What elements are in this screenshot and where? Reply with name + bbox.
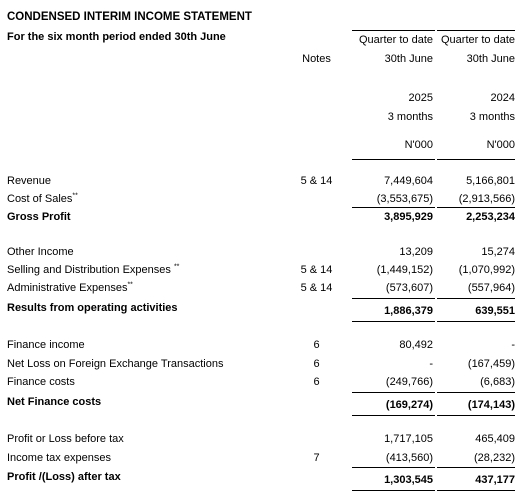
row-previous-profit-before-tax: 465,409 (475, 433, 515, 445)
col-notes-header: Notes (302, 53, 331, 65)
rule-after-tax-current (352, 467, 435, 468)
row-current-revenue: 7,449,604 (384, 175, 433, 187)
row-label-fx-loss: Net Loss on Foreign Exchange Transactions (7, 358, 224, 370)
header-rule-current (352, 30, 435, 31)
row-note-administrative: 5 & 14 (300, 282, 333, 294)
row-note-selling-distribution: 5 & 14 (300, 264, 333, 276)
col-current-unit: N'000 (404, 139, 433, 151)
row-previous-profit-after-tax: 437,177 (475, 474, 515, 486)
row-label-revenue: Revenue (7, 175, 52, 187)
row-label-other-income: Other Income (7, 246, 74, 258)
rule-final-current (352, 490, 435, 491)
col-previous-unit: N'000 (486, 139, 515, 151)
row-previous-revenue: 5,166,801 (466, 175, 515, 187)
row-label-administrative: Administrative Expenses** (7, 281, 133, 294)
row-current-fx-loss: - (429, 358, 433, 370)
rule-operating-bottom-previous (437, 321, 515, 322)
row-previous-finance-income: - (511, 339, 515, 351)
row-label-finance-income: Finance income (7, 339, 85, 351)
unit-rule-current (352, 159, 435, 160)
row-label-net-finance-costs: Net Finance costs (7, 396, 102, 408)
row-note-fx-loss: 6 (313, 358, 320, 370)
row-current-income-tax: (413,560) (385, 452, 433, 464)
row-label-profit-after-tax: Profit /(Loss) after tax (7, 471, 121, 483)
rule-operating-previous (437, 298, 515, 299)
rule-gross-current (352, 207, 435, 208)
row-label-finance-costs: Finance costs (7, 376, 75, 388)
statement-subtitle: For the six month period ended 30th June (7, 31, 226, 43)
row-label-cost-of-sales: Cost of Sales** (7, 192, 78, 205)
row-previous-fx-loss: (167,459) (467, 358, 515, 370)
rule-net-finance-current (352, 392, 435, 393)
row-note-finance-income: 6 (313, 339, 320, 351)
row-note-income-tax: 7 (313, 452, 320, 464)
col-current-line1: Quarter to date (359, 34, 433, 46)
row-current-operating-results: 1,886,379 (384, 305, 433, 317)
row-note-revenue: 5 & 14 (300, 175, 333, 187)
row-previous-administrative: (557,964) (467, 282, 515, 294)
col-previous-period: 3 months (469, 111, 515, 123)
rule-operating-bottom-current (352, 321, 435, 322)
col-current-period: 3 months (387, 111, 433, 123)
col-previous-line1: Quarter to date (441, 34, 515, 46)
row-previous-net-finance-costs: (174,143) (467, 399, 515, 411)
row-previous-gross-profit: 2,253,234 (466, 211, 515, 223)
rule-net-finance-previous (437, 392, 515, 393)
row-label-operating-results: Results from operating activities (7, 302, 178, 314)
col-current-line2: 30th June (384, 53, 433, 65)
row-previous-finance-costs: (6,683) (480, 376, 515, 388)
row-current-net-finance-costs: (169,274) (385, 399, 433, 411)
row-current-finance-costs: (249,766) (385, 376, 433, 388)
rule-operating-current (352, 298, 435, 299)
col-current-year: 2025 (408, 92, 433, 104)
row-previous-income-tax: (28,232) (474, 452, 515, 464)
row-current-gross-profit: 3,895,929 (384, 211, 433, 223)
row-label-gross-profit: Gross Profit (7, 211, 71, 223)
header-rule-previous (437, 30, 515, 31)
row-previous-cost-of-sales: (2,913,566) (458, 193, 515, 205)
row-current-cost-of-sales: (3,553,675) (376, 193, 433, 205)
row-previous-selling-distribution: (1,070,992) (458, 264, 515, 276)
row-note-finance-costs: 6 (313, 376, 320, 388)
row-current-selling-distribution: (1,449,152) (376, 264, 433, 276)
unit-rule-previous (437, 159, 515, 160)
col-previous-year: 2024 (490, 92, 515, 104)
rule-net-finance-bottom-current (352, 415, 435, 416)
row-label-selling-distribution: Selling and Distribution Expenses ** (7, 263, 180, 276)
row-label-income-tax: Income tax expenses (7, 452, 111, 464)
rule-after-tax-previous (437, 467, 515, 468)
row-current-profit-before-tax: 1,717,105 (384, 433, 433, 445)
row-current-finance-income: 80,492 (399, 339, 433, 351)
row-previous-operating-results: 639,551 (475, 305, 515, 317)
statement-title: CONDENSED INTERIM INCOME STATEMENT (7, 11, 252, 23)
col-previous-line2: 30th June (466, 53, 515, 65)
rule-final-previous (437, 490, 515, 491)
rule-gross-previous (437, 207, 515, 208)
row-current-profit-after-tax: 1,303,545 (384, 474, 433, 486)
rule-net-finance-bottom-previous (437, 415, 515, 416)
row-current-administrative: (573,607) (385, 282, 433, 294)
row-current-other-income: 13,209 (399, 246, 433, 258)
row-label-profit-before-tax: Profit or Loss before tax (7, 433, 124, 445)
row-previous-other-income: 15,274 (481, 246, 515, 258)
